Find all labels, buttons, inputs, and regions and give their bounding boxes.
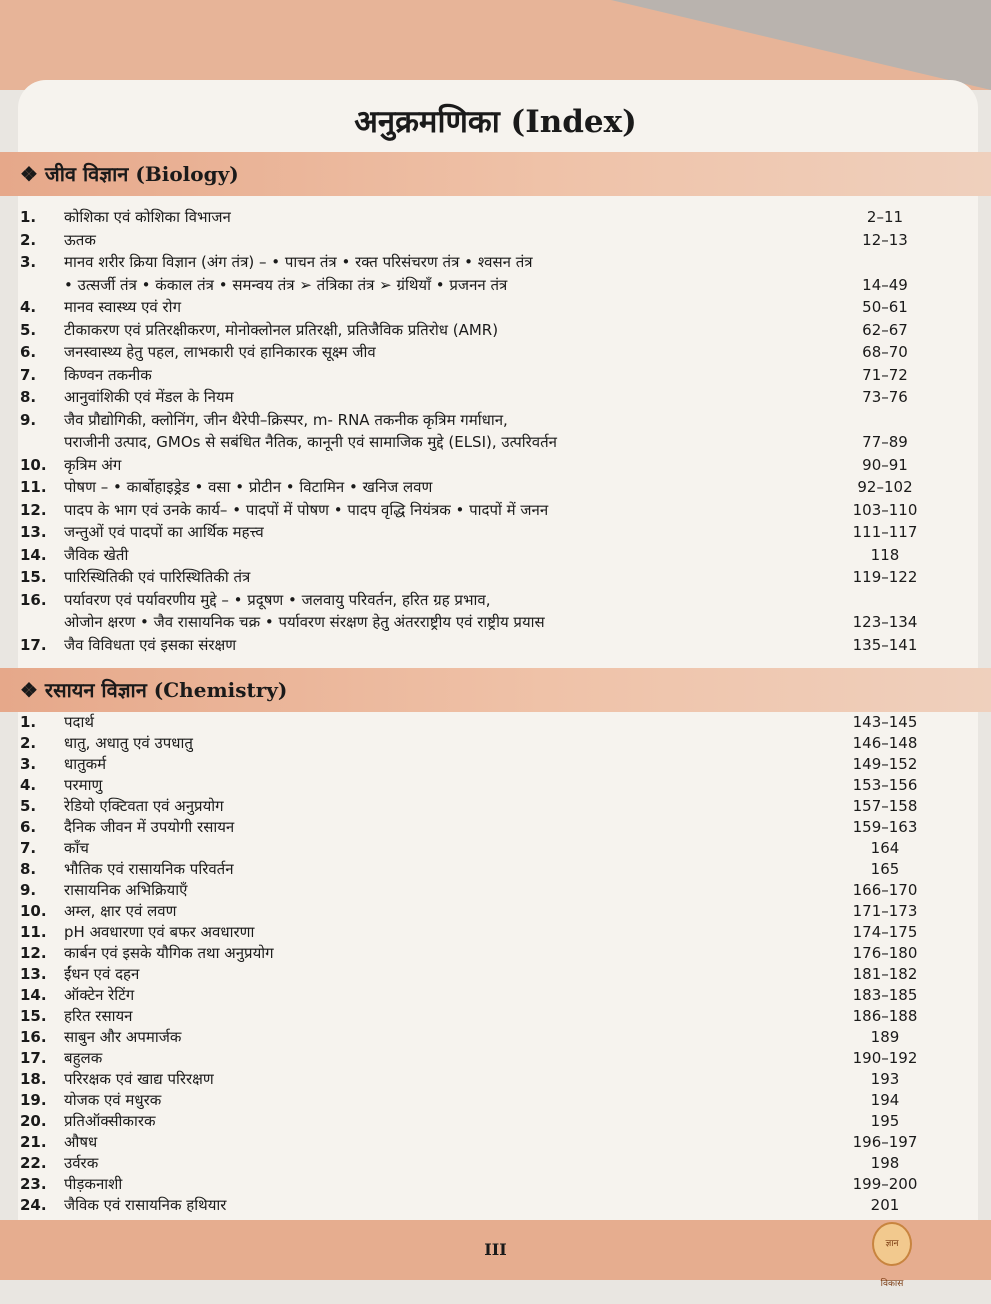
page-title: अनुक्रमणिका (Index) xyxy=(354,104,637,140)
row-title: जैव प्रौद्योगिकी, क्लोनिंग, जीन थैरेपी–क्रिस्पर, m- RNA तकनीक कृत्रिम गर्माधान, xyxy=(64,410,508,429)
index-row xyxy=(20,364,940,387)
row-page-range: 73–76 xyxy=(862,388,908,406)
row-title: पादप के भाग एवं उनके कार्य– • पादपों में पोषण • पादप वृद्धि नियंत्रक • पादपों में जनन xyxy=(64,500,549,519)
row-page-range: 186–188 xyxy=(852,1007,918,1025)
row-title: कोशिका एवं कोशिका विभाजन xyxy=(64,208,231,226)
row-page-range: 119–122 xyxy=(852,568,918,586)
row-title: अम्ल, क्षार एवं लवण xyxy=(64,902,177,920)
row-title: मानव शरीर क्रिया विज्ञान (अंग तंत्र) – • पाचन तंत्र • रक्त परिसंचरण तंत्र • श्वसन तंत्र xyxy=(64,253,533,271)
row-title: हरित रसायन xyxy=(64,1007,133,1025)
chemistry-heading: ❖ रसायन विज्ञान (Chemistry) xyxy=(20,678,288,702)
index-row xyxy=(20,544,940,567)
row-title: टीकाकरण एवं प्रतिरक्षीकरण, मोनोक्लोनल प्रतिरक्षी, प्रतिजैविक प्रतिरोध (AMR) xyxy=(64,320,499,339)
row-number: 22. xyxy=(20,1154,47,1172)
index-row xyxy=(20,476,940,499)
row-page-range: 199–200 xyxy=(852,1175,918,1193)
row-title: जैविक एवं रासायनिक हथियार xyxy=(64,1196,227,1214)
row-title: दैनिक जीवन में उपयोगी रसायन xyxy=(64,818,235,836)
index-row xyxy=(20,1174,940,1195)
row-title: धातुकर्म xyxy=(64,755,107,773)
row-page-range: 146–148 xyxy=(852,734,918,752)
row-page-range: 171–173 xyxy=(852,902,918,920)
row-title: ईंधन एवं दहन xyxy=(64,965,140,983)
row-number: 9. xyxy=(20,881,37,899)
row-number: 12. xyxy=(20,944,47,962)
row-number: 18. xyxy=(20,1070,47,1088)
index-row xyxy=(20,901,940,922)
row-number: 14. xyxy=(20,545,47,564)
row-number: 2. xyxy=(20,230,37,249)
row-title: रेडियो एक्टिवता एवं अनुप्रयोग xyxy=(64,797,224,815)
index-row xyxy=(20,611,940,634)
index-row xyxy=(20,341,940,364)
biology-list xyxy=(20,206,940,656)
row-number: 20. xyxy=(20,1112,47,1130)
row-page-range: 198 xyxy=(870,1154,900,1172)
row-title: कृत्रिम अंग xyxy=(64,455,122,474)
row-page-range: 181–182 xyxy=(852,965,918,983)
row-number: 4. xyxy=(20,776,37,794)
index-row xyxy=(20,796,940,817)
row-page-range: 135–141 xyxy=(852,635,918,654)
index-row xyxy=(20,386,940,409)
row-title: पर्यावरण एवं पर्यावरणीय मुद्दे – • प्रदूषण • जलवायु परिवर्तन, हरित ग्रह प्रभाव, xyxy=(64,590,491,609)
row-number: 16. xyxy=(20,1028,47,1046)
row-title: पराजीनी उत्पाद, GMOs से सबंधित नैतिक, कानूनी एवं सामाजिक मुद्दे (ELSI), उत्परिवर्तन xyxy=(64,433,557,451)
logo-text: ज्ञान विकास xyxy=(880,1239,904,1289)
row-title: पदार्थ xyxy=(64,713,94,731)
row-title: परमाणु xyxy=(64,776,103,794)
row-title: काँच xyxy=(64,839,89,857)
row-number: 3. xyxy=(20,755,37,773)
row-title: • उत्सर्जी तंत्र • कंकाल तंत्र • समन्वय तंत्र ➢ तंत्रिका तंत्र ➢ ग्रंथियाँ • प्रजनन तंत्र xyxy=(64,275,508,294)
publisher-logo xyxy=(872,1222,912,1289)
row-title: जनस्वास्थ्य हेतु पहल, लाभकारी एवं हानिकारक सूक्ष्म जीव xyxy=(64,343,376,361)
index-row xyxy=(20,521,940,544)
row-title: मानव स्वास्थ्य एवं रोग xyxy=(64,298,182,316)
index-row xyxy=(20,1027,940,1048)
row-title: जैविक खेती xyxy=(64,545,129,564)
row-title: भौतिक एवं रासायनिक परिवर्तन xyxy=(64,860,234,878)
row-page-range: 12–13 xyxy=(862,230,908,249)
index-row xyxy=(20,251,940,274)
index-row xyxy=(20,319,940,342)
index-row xyxy=(20,229,940,252)
row-page-range: 92–102 xyxy=(857,478,913,496)
row-page-range: 14–49 xyxy=(862,275,908,294)
row-number: 5. xyxy=(20,320,37,339)
row-number: 19. xyxy=(20,1091,47,1109)
row-number: 15. xyxy=(20,568,47,586)
index-row xyxy=(20,206,940,229)
index-row xyxy=(20,775,940,796)
index-row xyxy=(20,943,940,964)
row-page-range: 166–170 xyxy=(852,881,918,899)
row-number: 24. xyxy=(20,1196,47,1214)
row-number: 11. xyxy=(20,923,47,941)
row-page-range: 165 xyxy=(870,860,900,878)
row-title: उर्वरक xyxy=(64,1154,99,1172)
row-number: 8. xyxy=(20,388,37,406)
index-row xyxy=(20,566,940,589)
row-page-range: 190–192 xyxy=(852,1049,918,1067)
index-row xyxy=(20,499,940,522)
row-number: 1. xyxy=(20,208,37,226)
row-number: 9. xyxy=(20,410,37,429)
index-row xyxy=(20,1153,940,1174)
row-title: पोषण – • कार्बोहाइड्रेड • वसा • प्रोटीन • विटामिन • खनिज लवण xyxy=(64,478,433,496)
row-number: 1. xyxy=(20,713,37,731)
row-number: 8. xyxy=(20,860,37,878)
row-page-range: 103–110 xyxy=(852,500,918,519)
row-page-range: 193 xyxy=(870,1070,900,1088)
row-title: pH अवधारणा एवं बफर अवधारणा xyxy=(64,923,255,941)
row-title: बहुलक xyxy=(64,1049,103,1067)
row-title: पीड़कनाशी xyxy=(64,1175,123,1193)
row-number: 10. xyxy=(20,902,47,920)
row-number: 7. xyxy=(20,839,37,857)
row-number: 13. xyxy=(20,965,47,983)
row-number: 6. xyxy=(20,818,37,836)
index-row xyxy=(20,296,940,319)
row-number: 21. xyxy=(20,1133,47,1151)
row-page-range: 189 xyxy=(870,1028,900,1046)
index-row xyxy=(20,589,940,612)
row-title: औषध xyxy=(64,1133,98,1151)
row-page-range: 164 xyxy=(870,839,900,857)
row-page-range: 183–185 xyxy=(852,986,918,1004)
row-number: 4. xyxy=(20,298,37,316)
row-page-range: 111–117 xyxy=(852,523,918,541)
index-row xyxy=(20,754,940,775)
row-title: जैव विविधता एवं इसका संरक्षण xyxy=(64,635,237,654)
row-number: 11. xyxy=(20,478,47,496)
row-page-range: 90–91 xyxy=(862,455,908,474)
row-page-range: 149–152 xyxy=(852,755,918,773)
row-page-range: 77–89 xyxy=(862,433,908,451)
index-row xyxy=(20,431,940,454)
row-page-range: 153–156 xyxy=(852,776,918,794)
row-title: आनुवांशिकी एवं मेंडल के नियम xyxy=(64,388,234,406)
index-row xyxy=(20,922,940,943)
row-title: जन्तुओं एवं पादपों का आर्थिक महत्त्व xyxy=(64,523,264,541)
index-row xyxy=(20,817,940,838)
row-title: पारिस्थितिकी एवं पारिस्थितिकी तंत्र xyxy=(64,568,251,586)
row-page-range: 71–72 xyxy=(862,365,908,384)
index-row xyxy=(20,1132,940,1153)
chemistry-section-bar xyxy=(0,668,991,712)
row-number: 2. xyxy=(20,734,37,752)
row-page-range: 176–180 xyxy=(852,944,918,962)
row-page-range: 174–175 xyxy=(852,923,918,941)
row-number: 13. xyxy=(20,523,47,541)
index-row xyxy=(20,409,940,432)
row-page-range: 157–158 xyxy=(852,797,918,815)
row-number: 23. xyxy=(20,1175,47,1193)
row-page-range: 2–11 xyxy=(866,208,904,226)
row-title: ऑक्टेन रेटिंग xyxy=(64,986,135,1004)
row-number: 3. xyxy=(20,253,37,271)
row-page-range: 143–145 xyxy=(852,713,918,731)
index-row xyxy=(20,274,940,297)
row-number: 7. xyxy=(20,365,37,384)
row-title: ओजोन क्षरण • जैव रासायनिक चक्र • पर्यावरण संरक्षण हेतु अंतरराष्ट्रीय एवं राष्ट्रीय प्रयास xyxy=(64,613,545,631)
row-number: 14. xyxy=(20,986,47,1004)
row-title: कार्बन एवं इसके यौगिक तथा अनुप्रयोग xyxy=(64,944,274,962)
index-row xyxy=(20,985,940,1006)
row-number: 17. xyxy=(20,1049,47,1067)
index-row xyxy=(20,712,940,733)
row-number: 15. xyxy=(20,1007,47,1025)
index-row xyxy=(20,454,940,477)
row-title: साबुन और अपमार्जक xyxy=(64,1028,182,1046)
page-number: III xyxy=(484,1240,507,1259)
index-row xyxy=(20,838,940,859)
index-row xyxy=(20,1111,940,1132)
row-title: परिरक्षक एवं खाद्य परिरक्षण xyxy=(64,1070,214,1088)
index-row xyxy=(20,1006,940,1027)
biology-heading: ❖ जीव विज्ञान (Biology) xyxy=(20,162,239,186)
row-number: 5. xyxy=(20,797,37,815)
row-number: 6. xyxy=(20,343,37,361)
index-row xyxy=(20,634,940,657)
row-page-range: 62–67 xyxy=(862,320,908,339)
row-title: धातु, अधातु एवं उपधातु xyxy=(64,734,193,752)
index-row xyxy=(20,964,940,985)
index-row xyxy=(20,1048,940,1069)
row-number: 10. xyxy=(20,455,47,474)
row-page-range: 118 xyxy=(870,545,900,564)
chemistry-list xyxy=(20,712,940,1216)
row-number: 16. xyxy=(20,590,47,609)
index-row xyxy=(20,859,940,880)
row-number: 12. xyxy=(20,500,47,519)
row-page-range: 196–197 xyxy=(852,1133,918,1151)
row-page-range: 159–163 xyxy=(852,818,918,836)
row-title: योजक एवं मधुरक xyxy=(64,1091,162,1109)
biology-section-bar xyxy=(0,152,991,196)
row-page-range: 201 xyxy=(870,1196,900,1214)
row-number: 17. xyxy=(20,635,47,654)
row-page-range: 195 xyxy=(870,1112,900,1130)
index-row xyxy=(20,1090,940,1111)
row-page-range: 194 xyxy=(870,1091,900,1109)
row-title: ऊतक xyxy=(64,230,96,249)
row-page-range: 123–134 xyxy=(852,613,918,631)
index-row xyxy=(20,1069,940,1090)
index-row xyxy=(20,880,940,901)
row-title: प्रतिऑक्सीकारक xyxy=(64,1112,156,1130)
index-row xyxy=(20,733,940,754)
row-title: किण्वन तकनीक xyxy=(64,365,152,384)
row-page-range: 68–70 xyxy=(862,343,908,361)
top-decor xyxy=(0,0,991,90)
row-page-range: 50–61 xyxy=(862,298,908,316)
row-title: रासायनिक अभिक्रियाएँ xyxy=(64,881,188,899)
index-row xyxy=(20,1195,940,1216)
